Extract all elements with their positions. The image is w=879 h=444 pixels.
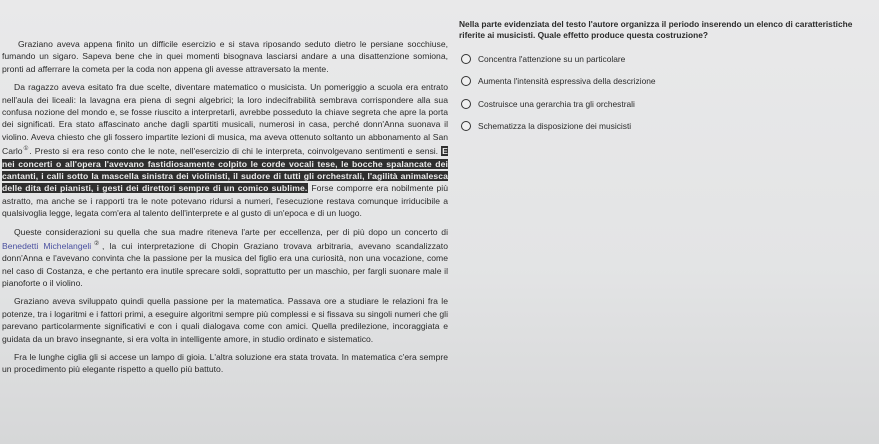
question-text: Nella parte evidenziata del testo l'autore organizza il periodo inserendo un elenco di caratteristiche riferite ai musicisti. Quale effetto produce questa costruzione? bbox=[459, 19, 853, 40]
paragraph-2-text-start: Da ragazzo aveva esitato fra due scelte, diventare matematico o musicista. Un pomeriggio a scuola era entrato nell'aula dei liceali: la lavagna era piena di segni algebrici; la loro indecifrabilità sembrava corrispondere alla sua confusa nozione del mondo e, se fosse riuscito a interpretarli, avrebbe posseduto la chiave segreta che apre la porta dei significati. Era stato affascinato anche dagli spartiti musicali, numerosi in casa, perché donn'Anna suonava il violino. Aveva chiesto che gli fossero impartite lezioni di musica, ma aveva ottenuto soltanto un abbonamento al San Carlo bbox=[2, 82, 448, 157]
radio-button-4[interactable] bbox=[461, 121, 471, 131]
paragraph-1-text: Graziano aveva appena finito un difficile esercizio e si stava riposando seduto dietro le persiane socchiuse, fumando un sigaro. Sapeva bene che in quei momenti bisognava lasciarsi andare a una disattenzione somiona, pronti ad afferrare la cometa per la coda non appena gli avesse attraversato la mente. bbox=[2, 39, 448, 74]
paragraph-3-text-end: , la cui interpretazione di Chopin Graziano trovava arbitraria, avevano scandalizzato donn'Anna e l'avevano convinta che la passione per la musica del figlio era una curiosità, non una vocazione, come nel caso di Costanza, e che pertanto era inutile sprecare soldi, soprattutto per un maschio, per fargli suonare male il pianoforte o il violino. bbox=[2, 240, 448, 289]
answer-option-1[interactable] bbox=[459, 53, 871, 64]
radio-button-3[interactable] bbox=[461, 99, 471, 109]
footnote-ref-1: ① bbox=[22, 146, 30, 153]
reading-passage bbox=[2, 38, 448, 382]
answer-option-3-label: Costruisce una gerarchia tra gli orchestrali bbox=[478, 98, 635, 109]
radio-button-2[interactable] bbox=[461, 76, 471, 86]
passage-paragraph-4 bbox=[2, 295, 448, 345]
footnote-ref-2: ② bbox=[91, 240, 103, 247]
passage-paragraph-3 bbox=[2, 226, 448, 290]
paragraph-3-text-start: Queste considerazioni su quella che sua madre riteneva l'arte per eccellenza, per di più dopo un concerto di bbox=[14, 226, 448, 237]
answer-option-1-label: Concentra l'attenzione su un particolare bbox=[478, 53, 626, 64]
answer-option-3[interactable] bbox=[459, 98, 871, 109]
answer-option-2[interactable] bbox=[459, 76, 871, 87]
answer-option-4[interactable] bbox=[459, 121, 871, 132]
highlighted-passage: E nei concerti o all'opera l'avevano fastidiosamente colpito le corde vocali tese, le bocche spalancate dei cantanti, i calli sotto la mascella sinistra dei violinisti, il sudore di tutti gli orchestrali, l'agilità animalesca delle dita dei pianisti, i gesti dei direttori sempre di un comico sublime. bbox=[2, 146, 448, 194]
answer-option-2-label: Aumenta l'intensità espressiva della descrizione bbox=[478, 76, 656, 87]
paragraph-2-text-mid: . Presto si era reso conto che le note, nell'esercizio di chi le interpreta, coinvolgevano sentimenti e sensi. bbox=[29, 146, 439, 157]
radio-button-1[interactable] bbox=[461, 54, 471, 64]
quiz-panel bbox=[459, 19, 871, 143]
paragraph-2-text-end: Forse comporre era nobilmente più astratto, ma anche se i rapporti tra le note potevano ridursi a numeri, l'esecuzione restava comunque irriducibile a qualsivoglia legge, legata com'era al talento dell'interprete e al gusto di un'epoca e di un luogo. bbox=[2, 183, 448, 219]
passage-paragraph-1 bbox=[2, 38, 448, 75]
passage-paragraph-2 bbox=[2, 81, 448, 219]
answer-option-4-label: Schematizza la disposizione dei musicisti bbox=[478, 121, 632, 132]
pianist-name-link[interactable]: Benedetti Michelangeli bbox=[2, 240, 92, 251]
paragraph-5-text: Fra le lunghe ciglia gli si accese un lampo di gioia. L'altra soluzione era stata trovata. In matematica c'era sempre un procedimento più elegante rispetto a quello più battuto. bbox=[2, 352, 448, 375]
paragraph-4-text: Graziano aveva sviluppato quindi quella passione per la matematica. Passava ore a studiare le relazioni fra le potenze, tra i logaritmi e i fattori primi, a eseguire algoritmi sempre più complessi e si fissava su singoli numeri che gli parevano particolarmente significativi e con i quali dialogava come con amici. Quella predilezione, incoraggiata e guidata da un bravo insegnante, si era volta in intelligente amore, in studio ordinato e sistematico. bbox=[2, 296, 448, 344]
passage-paragraph-5 bbox=[2, 351, 448, 376]
